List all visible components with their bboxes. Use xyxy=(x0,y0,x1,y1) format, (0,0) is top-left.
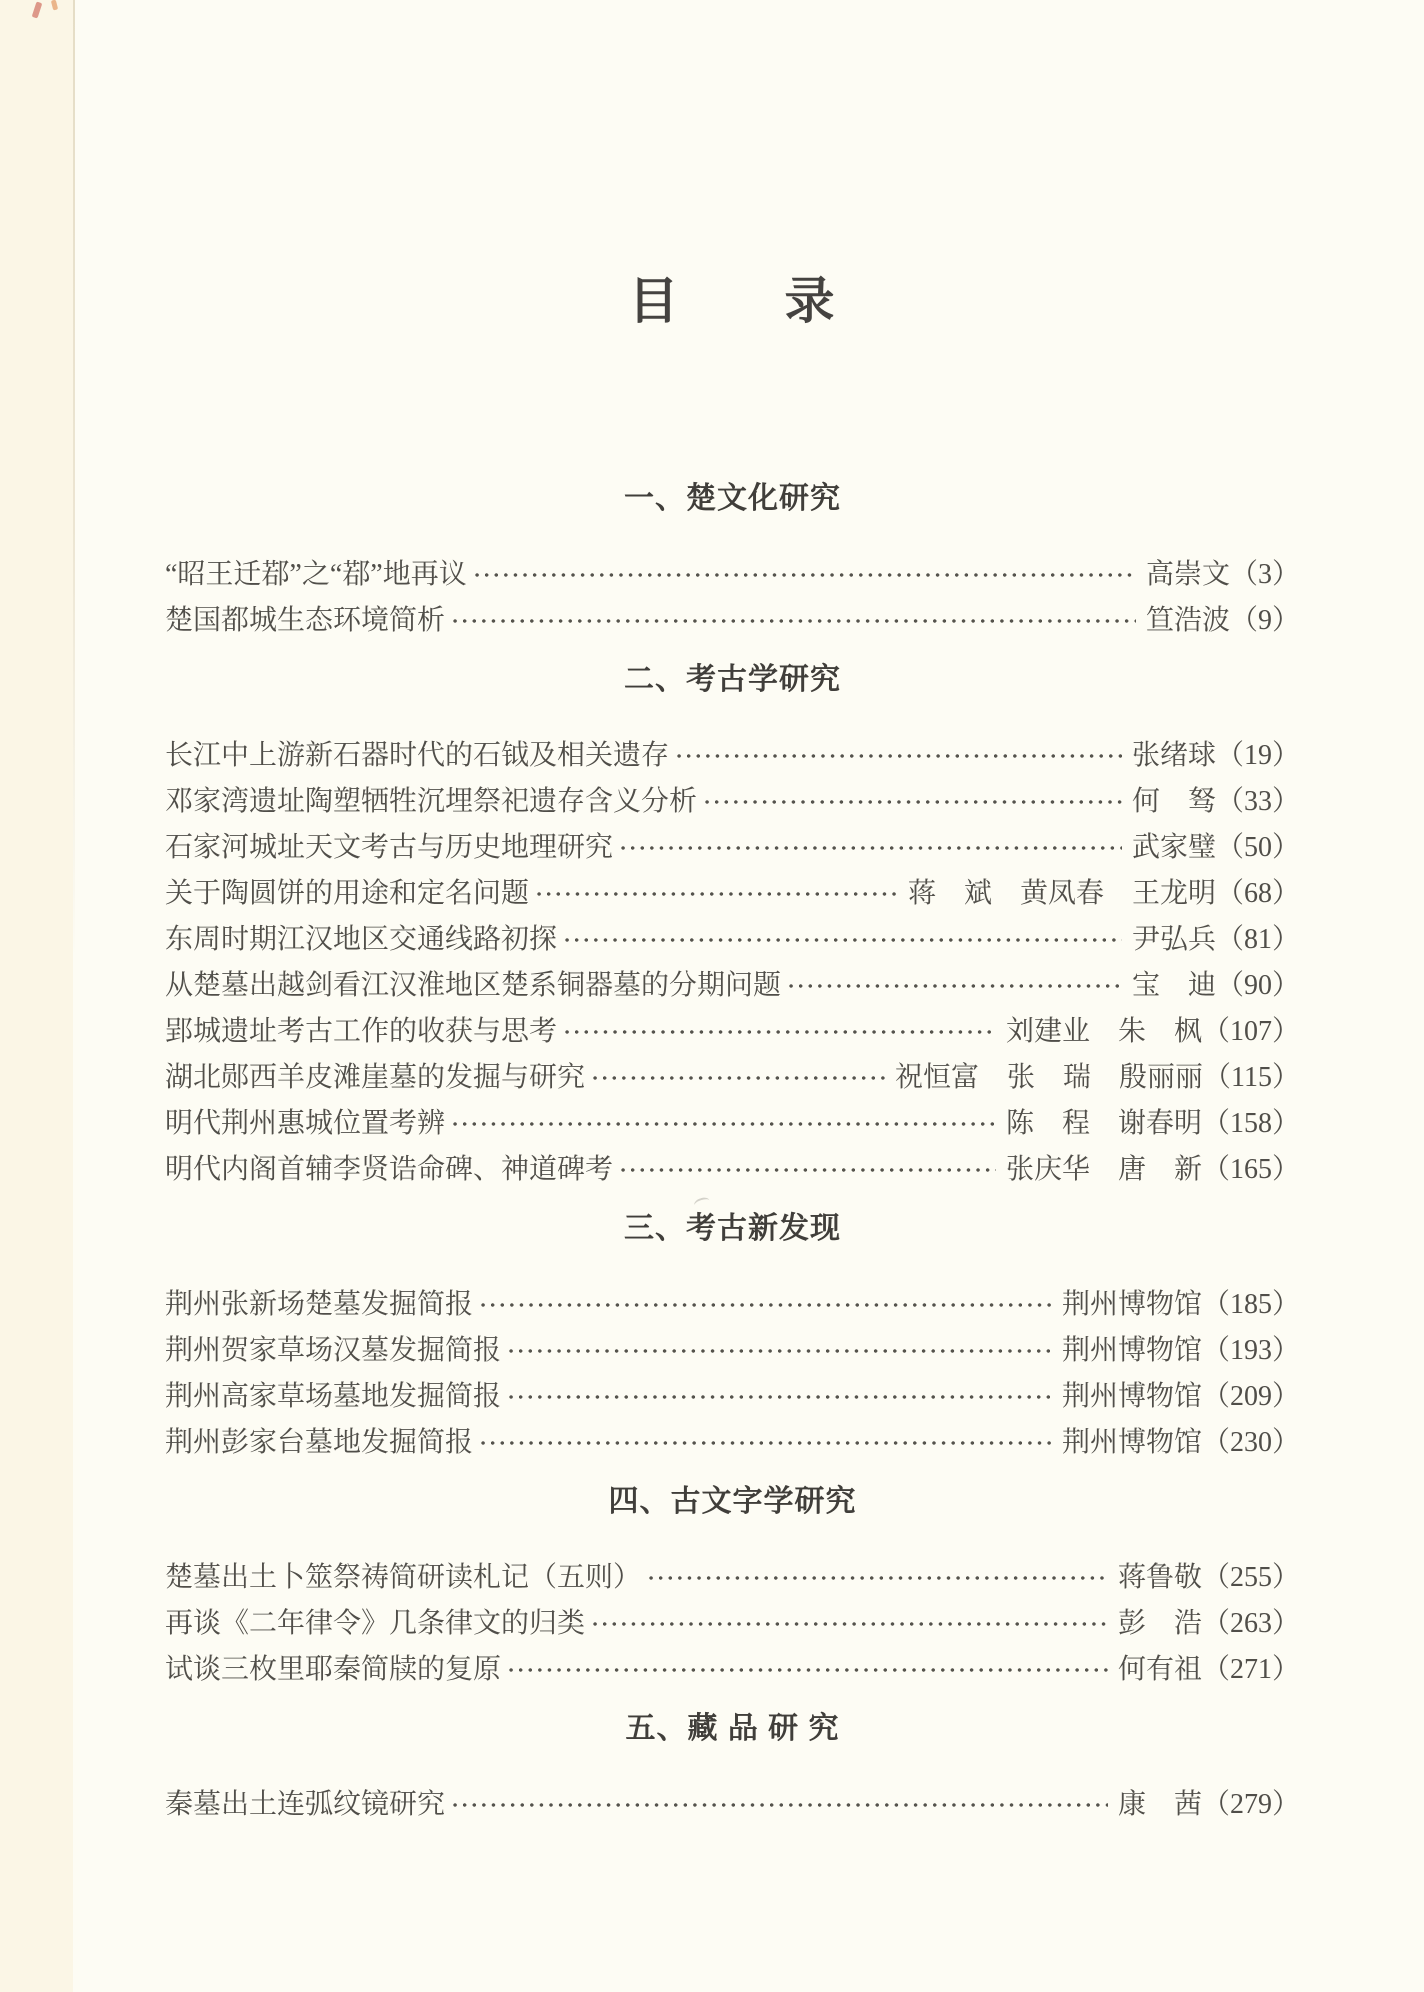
dot-leader xyxy=(647,1555,1108,1601)
toc-body xyxy=(165,482,1300,1828)
entry-page-number: （263） xyxy=(1201,1608,1300,1639)
toc-entry xyxy=(165,1328,1300,1374)
entry-authors: 张庆华 唐 新 xyxy=(1005,1154,1202,1185)
section-heading: 五、藏 品 研 究 xyxy=(625,1712,840,1745)
entry-page-number: （90） xyxy=(1215,970,1300,1001)
entry-title: 荆州张新场楚墓发掘简报 xyxy=(165,1289,474,1320)
toc-entry xyxy=(165,1147,1300,1193)
entry-authors: 刘建业 朱 枫 xyxy=(1005,1016,1202,1047)
entry-title: 石家河城址天文考古与历史地理研究 xyxy=(165,832,614,863)
entry-title: 郢城遗址考古工作的收获与思考 xyxy=(165,1016,558,1047)
entry-page-number: （209） xyxy=(1201,1381,1300,1412)
toc-entry xyxy=(165,598,1300,644)
dot-leader xyxy=(507,1647,1108,1693)
entry-authors: 康 茜 xyxy=(1117,1789,1202,1820)
page-title: 目 录 xyxy=(628,273,837,329)
toc-entry xyxy=(165,1555,1300,1601)
toc-entry xyxy=(165,963,1300,1009)
section-heading: 二、考古学研究 xyxy=(624,663,841,696)
entry-authors: 祝恒富 张 瑞 殷丽丽 xyxy=(895,1062,1204,1093)
section-heading: 一、楚文化研究 xyxy=(624,482,841,515)
toc-section xyxy=(165,1485,1300,1693)
dot-leader xyxy=(535,871,898,917)
dot-leader xyxy=(591,1055,885,1101)
dot-leader xyxy=(451,1101,996,1147)
entry-page-number: （33） xyxy=(1215,786,1300,817)
entry-authors: 蒋 斌 黄凤春 王龙明 xyxy=(907,878,1216,909)
toc-section xyxy=(165,1212,1300,1466)
dot-leader xyxy=(507,1374,1052,1420)
dot-leader xyxy=(479,1420,1052,1466)
entry-title: “昭王迁鄀”之“鄀”地再议 xyxy=(165,559,467,590)
entry-authors: 何 驽 xyxy=(1131,786,1216,817)
dot-leader xyxy=(507,1328,1052,1374)
entry-authors: 荆州博物馆 xyxy=(1061,1335,1202,1366)
section-heading: 四、古文字学研究 xyxy=(608,1485,857,1518)
section-entries xyxy=(165,733,1300,1193)
toc-content xyxy=(165,0,1300,1828)
entry-page-number: （165） xyxy=(1201,1154,1300,1185)
toc-entry xyxy=(165,1282,1300,1328)
toc-section xyxy=(165,663,1300,1193)
entry-title: 荆州高家草场墓地发掘简报 xyxy=(165,1381,502,1412)
entry-page-number: （107） xyxy=(1201,1016,1300,1047)
entry-title: 东周时期江汉地区交通线路初探 xyxy=(165,924,558,955)
entry-page-number: （3） xyxy=(1229,559,1300,590)
toc-entry xyxy=(165,1601,1300,1647)
entry-page-number: （185） xyxy=(1201,1289,1300,1320)
entry-authors: 武家璧 xyxy=(1131,832,1216,863)
entry-authors: 陈 程 谢春明 xyxy=(1005,1108,1202,1139)
dot-leader xyxy=(563,917,1122,963)
entry-page-number: （115） xyxy=(1203,1062,1300,1093)
entry-page-number: （271） xyxy=(1201,1654,1300,1685)
toc-entry xyxy=(165,1782,1300,1828)
entry-authors: 荆州博物馆 xyxy=(1061,1427,1202,1458)
entry-title: 荆州彭家台墓地发掘简报 xyxy=(165,1427,474,1458)
entry-authors: 荆州博物馆 xyxy=(1061,1381,1202,1412)
toc-entry xyxy=(165,552,1300,598)
entry-authors: 宝 迪 xyxy=(1131,970,1216,1001)
entry-title: 邓家湾遗址陶塑牺牲沉埋祭祀遗存含义分析 xyxy=(165,786,698,817)
entry-page-number: （81） xyxy=(1215,924,1300,955)
entry-page-number: （19） xyxy=(1215,740,1300,771)
dot-leader xyxy=(619,1147,996,1193)
entry-title: 明代荆州惠城位置考辨 xyxy=(165,1108,446,1139)
section-entries xyxy=(165,552,1300,644)
dot-leader xyxy=(451,598,1136,644)
page-crease-line xyxy=(73,0,75,960)
entry-title: 关于陶圆饼的用途和定名问题 xyxy=(165,878,530,909)
dot-leader xyxy=(473,552,1136,598)
entry-title: 楚墓出土卜筮祭祷简研读札记（五则） xyxy=(165,1562,642,1593)
entry-authors: 尹弘兵 xyxy=(1131,924,1216,955)
toc-entry xyxy=(165,779,1300,825)
entry-page-number: （9） xyxy=(1229,605,1300,636)
toc-entry xyxy=(165,1374,1300,1420)
entry-page-number: （279） xyxy=(1201,1789,1300,1820)
entry-authors: 高崇文 xyxy=(1145,559,1230,590)
section-entries xyxy=(165,1555,1300,1693)
section-entries xyxy=(165,1282,1300,1466)
dot-leader xyxy=(787,963,1122,1009)
entry-title: 试谈三枚里耶秦简牍的复原 xyxy=(165,1654,502,1685)
entry-title: 再谈《二年律令》几条律文的归类 xyxy=(165,1608,586,1639)
entry-title: 湖北郧西羊皮滩崖墓的发掘与研究 xyxy=(165,1062,586,1093)
dot-leader xyxy=(703,779,1122,825)
entry-title: 长江中上游新石器时代的石钺及相关遗存 xyxy=(165,740,670,771)
toc-entry xyxy=(165,825,1300,871)
entry-title: 秦墓出土连弧纹镜研究 xyxy=(165,1789,446,1820)
toc-section xyxy=(165,1712,1300,1828)
dot-leader xyxy=(451,1782,1108,1828)
toc-entry xyxy=(165,1009,1300,1055)
dot-leader xyxy=(591,1601,1108,1647)
entry-title: 明代内阁首辅李贤诰命碑、神道碑考 xyxy=(165,1154,614,1185)
toc-entry xyxy=(165,1647,1300,1693)
toc-section xyxy=(165,482,1300,644)
dot-leader xyxy=(675,733,1122,779)
entry-page-number: （255） xyxy=(1201,1562,1300,1593)
entry-authors: 何有祖 xyxy=(1117,1654,1202,1685)
entry-page-number: （158） xyxy=(1201,1108,1300,1139)
toc-entry xyxy=(165,1101,1300,1147)
toc-entry xyxy=(165,733,1300,779)
entry-title: 楚国都城生态环境简析 xyxy=(165,605,446,636)
dot-leader xyxy=(619,825,1122,871)
page-edge-strip xyxy=(0,0,73,1992)
section-heading: 三、考古新发现 xyxy=(624,1212,841,1245)
entry-authors: 笪浩波 xyxy=(1145,605,1230,636)
dot-leader xyxy=(563,1009,996,1055)
entry-authors: 荆州博物馆 xyxy=(1061,1289,1202,1320)
toc-entry xyxy=(165,1420,1300,1466)
entry-page-number: （230） xyxy=(1201,1427,1300,1458)
entry-page-number: （50） xyxy=(1215,832,1300,863)
entry-title: 从楚墓出越剑看江汉淮地区楚系铜器墓的分期问题 xyxy=(165,970,782,1001)
entry-authors: 张绪球 xyxy=(1131,740,1216,771)
toc-entry xyxy=(165,1055,1300,1101)
dot-leader xyxy=(479,1282,1052,1328)
section-entries xyxy=(165,1782,1300,1828)
entry-title: 荆州贺家草场汉墓发掘简报 xyxy=(165,1335,502,1366)
entry-page-number: （193） xyxy=(1201,1335,1300,1366)
entry-authors: 蒋鲁敬 xyxy=(1117,1562,1202,1593)
entry-page-number: （68） xyxy=(1215,878,1300,909)
entry-authors: 彭 浩 xyxy=(1117,1608,1202,1639)
toc-entry xyxy=(165,871,1300,917)
toc-entry xyxy=(165,917,1300,963)
